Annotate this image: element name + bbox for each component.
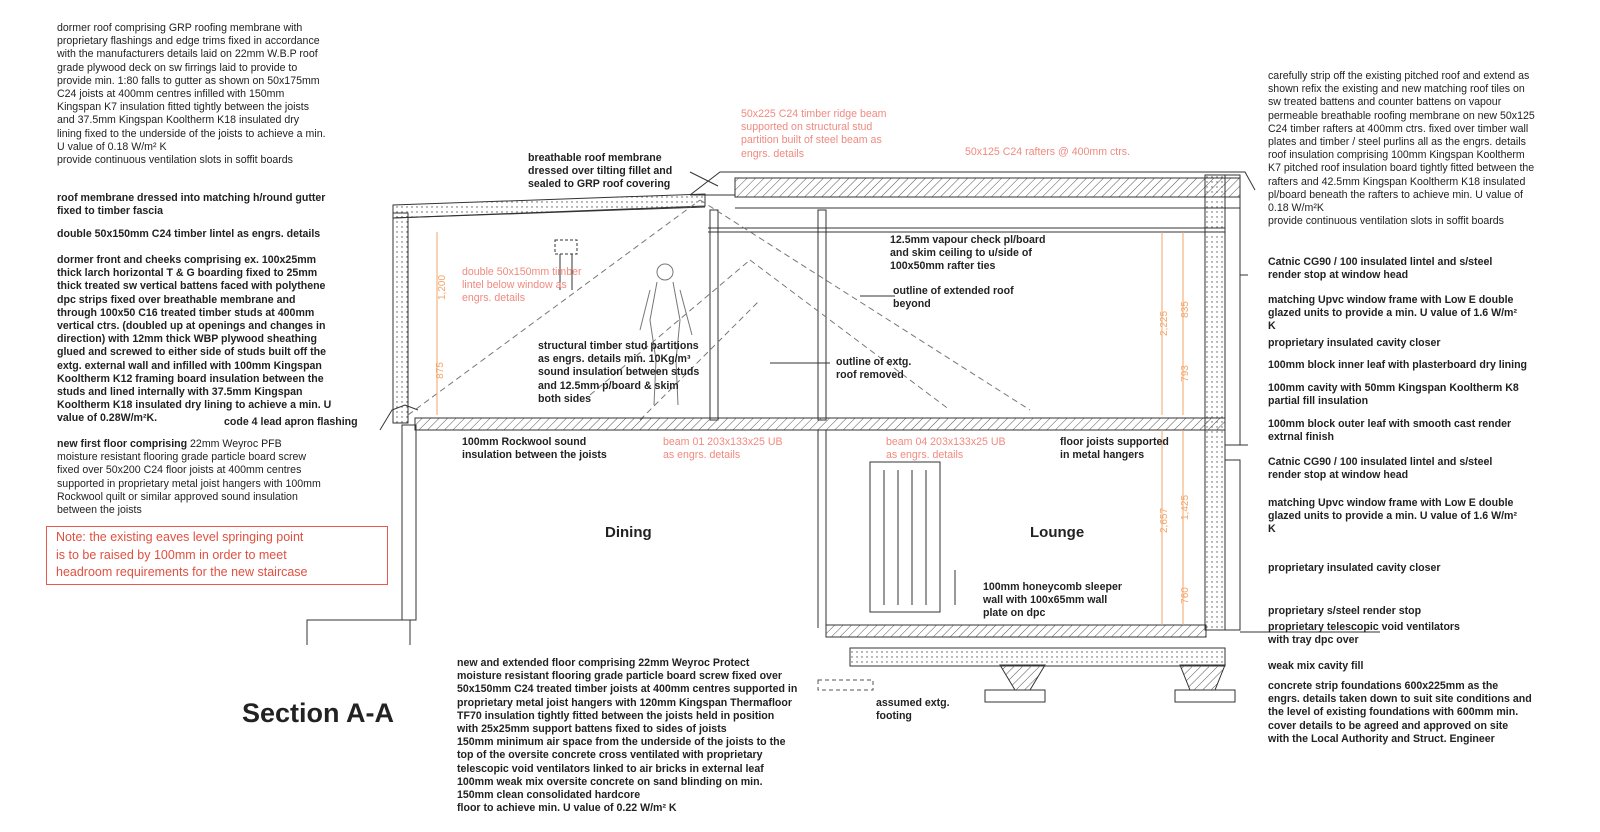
note-closer-2: proprietary insulated cavity closer bbox=[1268, 562, 1441, 574]
label-double-lintel: double 50x150mm timber lintel below window as engrs. details bbox=[462, 266, 582, 305]
dimension-875: 875 bbox=[434, 362, 446, 379]
label-ridge-beam: 50x225 C24 timber ridge beam supported on structural stud partition built of steel beam as engrs. details bbox=[741, 108, 887, 160]
label-outline-extg: outline of extg. roof removed bbox=[836, 356, 912, 382]
note-upvc-1: matching Upvc window frame with Low E double glazed units to provide a min. U value of 1.6 W/m² K bbox=[1268, 294, 1517, 333]
dimension-1425: 1,425 bbox=[1180, 494, 1192, 521]
note-catnic-1: Catnic CG90 / 100 insulated lintel and s/steel render stop at window head bbox=[1268, 256, 1493, 282]
note-foundations: concrete strip foundations 600x225mm as the engrs. details taken down to suit site conditions and the level of existing foundations with 600mm min. cover details to be agreed and approved on site with the Local Authority and Struct. Engineer bbox=[1268, 680, 1532, 745]
inner-wall bbox=[818, 430, 826, 628]
note-cavity: 100mm cavity with 50mm Kingspan Kooltherm K8 partial fill insulation bbox=[1268, 382, 1519, 408]
note-roof-membrane: roof membrane dressed into matching h/round gutter fixed to timber fascia bbox=[57, 192, 326, 218]
note-first-floor bbox=[57, 438, 321, 517]
note-render-stop: proprietary s/steel render stop bbox=[1268, 605, 1422, 617]
note-code4: code 4 lead apron flashing bbox=[224, 416, 358, 428]
note-block-inner: 100mm block inner leaf with plasterboard dry lining bbox=[1268, 359, 1528, 371]
label-rockwool: 100mm Rockwool sound insulation between the joists bbox=[462, 436, 607, 462]
dimension-835: 835 bbox=[1179, 301, 1191, 318]
dimension-1200: 1,200 bbox=[437, 274, 449, 301]
note-catnic-2: Catnic CG90 / 100 insulated lintel and s/steel render stop at window head bbox=[1268, 456, 1493, 482]
label-beam01: beam 01 203x133x25 UB as engrs. details bbox=[663, 436, 783, 462]
note-dormer-roof: dormer roof comprising GRP roofing membrane with proprietary flashings and edge trims fixed in accordance with the manufacturers details laid on 22mm W.B.P roof grade plywood deck on sw firrings laid to provide to provide min. 1:80 falls to gutter as shown on 50x175mm C24 joists at 400mm centres infilled with 150mm Kingspan K7 insulation fitted tightly between the joists and 37.5mm Kingspan Kooltherm K18 insulated dry lining fixed to the underside of the joists to achieve a min. U value of 0.18 W/m² K provide continuous ventilation slots in soffit boards bbox=[57, 22, 326, 167]
note-dormer-front: dormer front and cheeks comprising ex. 100x25mm thick larch horizontal T & G boarding fixed to 25mm thick treated sw vertical battens faced with polythene dpc strips fixed over breathable membrane and through 100x50 C16 treated timber studs at 400mm vertical ctrs. (doubled up at openings and changes in direction) with 12mm thick WBP plywood sheathing glued and screwed to either side of studs built off the extg. external wall and infilled with 100mm Kingspan Kooltherm K12 framing board insulation between the studs and lined internally with 37.5mm Kingspan Kooltherm K18 insulated dry lining to achieve a min. U value of 0.28W/m²K. bbox=[57, 254, 332, 425]
note-first-floor-body: 22mm Weyroc PFB moisture resistant flooring grade particle board screw fixed over 50x200 C24 floor joists at 400mm centres supported in proprietary metal joist hangers with 100mm Rockwool quilt or similar approved sound insulation between the joists bbox=[57, 438, 321, 517]
stud-partitions bbox=[710, 210, 826, 420]
note-lintel: double 50x150mm C24 timber lintel as engrs. details bbox=[57, 228, 321, 240]
dimension-793: 793 bbox=[1179, 365, 1191, 382]
note-telescopic: proprietary telescopic void ventilators with tray dpc over bbox=[1268, 621, 1460, 647]
room-lounge: Lounge bbox=[1030, 524, 1085, 541]
door bbox=[870, 462, 940, 612]
section-title: Section A-A bbox=[242, 698, 395, 728]
label-new-floor: new and extended floor comprising 22mm Weyroc Protect moisture resistant flooring grade particle board screw fixed over 50x150mm C24 treated timber joists at 400mm centres supported in proprietary metal joist hangers with 120mm Kingspan Thermafloor TF70 insulation tightly fitted between the joists held in position with 25x25mm support battens fixed to sides of joists 150mm minimum air space from the underside of the joists to the top of the oversite concrete cross ventilated with proprietary telescopic void ventilators linked to air bricks in external leaf 100mm weak mix oversite concrete on sand blinding on min. 150mm clean consolidated hardcore floor to achieve min. U value of 0.22 W/m² K bbox=[457, 657, 798, 815]
note-first-floor-heading: new first floor comprising bbox=[57, 438, 188, 450]
first-floor bbox=[415, 418, 1225, 430]
foundation bbox=[985, 665, 1235, 702]
label-breathable: breathable roof membrane dressed over tilting fillet and sealed to GRP roof covering bbox=[528, 152, 673, 191]
label-vapour: 12.5mm vapour check pl/board and skim ceiling to u/side of 100x50mm rafter ties bbox=[890, 234, 1046, 273]
main-roof bbox=[690, 172, 1255, 208]
label-assumed: assumed extg. footing bbox=[876, 697, 950, 723]
label-floor-joists: floor joists supported in metal hangers bbox=[1060, 436, 1169, 462]
label-beam04: beam 04 203x133x25 UB as engrs. details bbox=[886, 436, 1006, 462]
note-box: Note: the existing eaves level springing point is to be raised by 100mm in order to meet headroom requirements for the new staircase bbox=[46, 526, 388, 585]
label-stud-partitions: structural timber stud partitions as engrs. details min. 10Kg/m³ sound insulation between studs and 12.5mm p/board & skim both sides bbox=[538, 340, 700, 405]
assumed-footing bbox=[818, 680, 873, 690]
note-closer-1: proprietary insulated cavity closer bbox=[1268, 337, 1441, 349]
room-dining: Dining bbox=[605, 524, 652, 541]
label-rafters: 50x125 C24 rafters @ 400mm ctrs. bbox=[965, 146, 1131, 158]
label-outline-extended: outline of extended roof beyond bbox=[893, 285, 1014, 311]
dormer-roof bbox=[393, 194, 705, 218]
note-strip-roof: carefully strip off the existing pitched roof and extend as shown refix the existing and new matching roof tiles on sw treated battens and counter battens on vapour permeable breathable roofing membrane on new 50x125 C24 timber rafters at 400mm ctrs. fixed over timber wall plates and timber / steel purlins all as the engrs. details roof insulation comprising 100mm Kingspan Kooltherm K7 pitched roof insulation board tightly fitted between the rafters and 42.5mm Kingspan Kooltherm K18 insulated pl/board beneath the rafters to achieve min. U value of 0.18 W/m²K provide continuous ventilation slots in soffit boards bbox=[1268, 70, 1535, 228]
dimension-2657: 2,657 bbox=[1159, 507, 1171, 534]
ground-floor bbox=[826, 625, 1225, 666]
right-cavity-wall bbox=[1205, 175, 1248, 630]
note-weak-mix: weak mix cavity fill bbox=[1268, 660, 1364, 672]
ceiling bbox=[708, 228, 1225, 232]
dimension-2225: 2,225 bbox=[1159, 310, 1171, 337]
note-upvc-2: matching Upvc window frame with Low E double glazed units to provide a min. U value of 1.6 W/m² K bbox=[1268, 497, 1517, 536]
note-block-outer: 100mm block outer leaf with smooth cast render extrnal finish bbox=[1268, 418, 1512, 444]
label-sleeper: 100mm honeycomb sleeper wall with 100x65mm wall plate on dpc bbox=[983, 581, 1122, 620]
dimension-760: 760 bbox=[1179, 587, 1191, 604]
